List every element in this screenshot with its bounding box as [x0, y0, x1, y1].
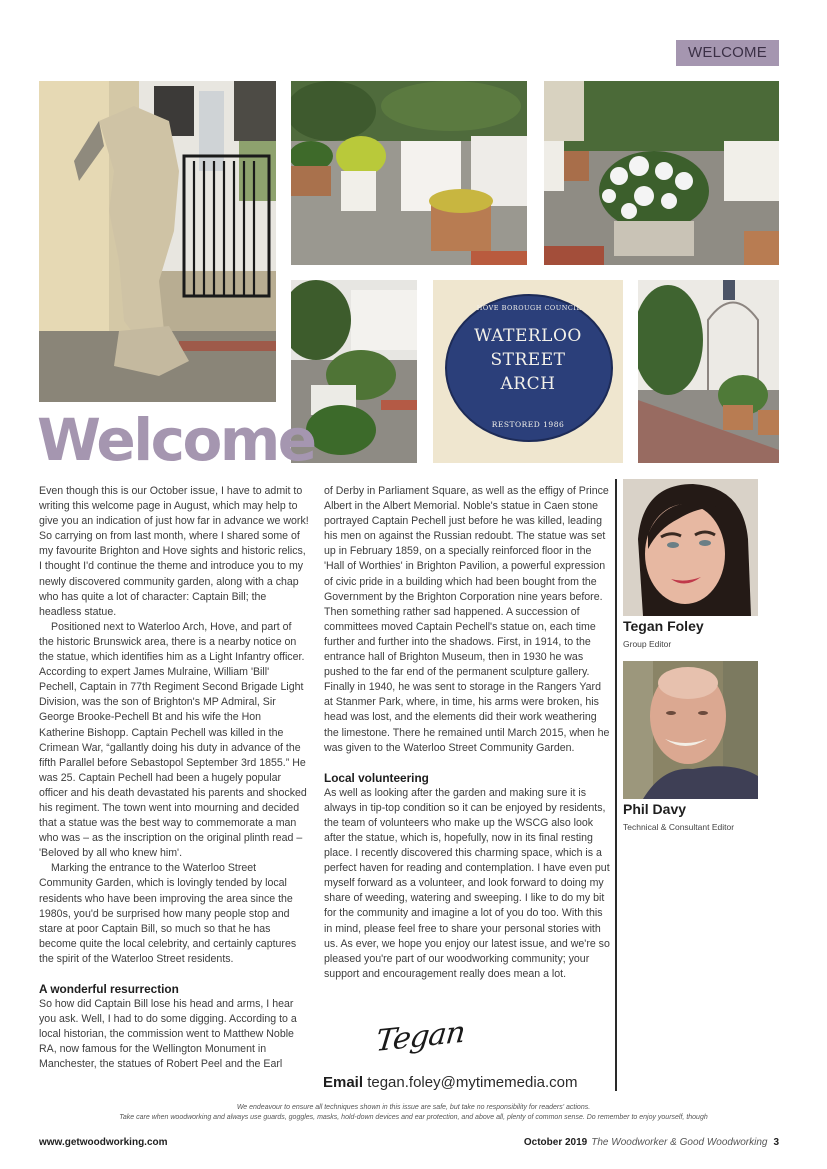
plaque-line2: STREET: [490, 350, 566, 370]
article-paragraph: So how did Captain Bill lose his head and arms, I hear you ask. Well, I had to do some digging. According to a local historian, the commission went to Matthew Noble RA, now famous for the Wellington Monument in Manchester, the statues of Robert Peel and the Earl: [39, 998, 297, 1071]
hydrangea-planter-photo: [544, 81, 779, 265]
article-paragraph: As well as looking after the garden and making sure it is always in tip-top condition so it can be enjoyed by residents, the team of volunteers who make up the WSCG also look after the statue, which is, hopefully, now in its final resting place. I recently discovered this charming space, which is a perfect haven for reading and contemplation. I have even put myself forward as a volunteer, and look forward to doing my share of weeding, watering and sweeping. I like to do my bit for the community and imagine a lot of you do too. With this in mind, please feel free to share your personal stories with us. As ever, we hope you enjoy our latest issue, and we're so pleased you're part of our woodworking community; your support and encouragement really does mean a lot.: [324, 786, 610, 980]
profile-name: Tegan Foley: [623, 618, 704, 634]
section-heading: Local volunteering: [324, 770, 429, 785]
article-paragraph: of Derby in Parliament Square, as well as the effigy of Prince Albert in the Albert Memorial. Noble's statue in Caen stone portrayed Captain Pechell just before he was killed, leading his men on against the Russian redoubt. The statue was set up in February 1859, on a specially reinforced floor in the 'Hall of Worthies' in Brighton Pavilion, a powerful expression of civic pride in a building which had been bought from the Government by the Brighton Corporation nine years before. Then something rather sad happened. A succession of committees moved Captain Pechell's statue on, each time further and further into the shadows. First, in 1914, to the entrance hall of Brighton Museum, then in 1930 he was pushed to the far end of the permanent sculpture gallery. Finally in 1940, he was sent to storage in the Rangers Yard at Stanmer Park, where, in time, his arms were broken, his head was lost, and the elements did their work weathering the limestone. There he remained until March 2015, when he was given to the Waterloo Street Community Garden.: [324, 485, 610, 754]
signature-text: Tegan: [374, 1015, 467, 1059]
section-heading: A wonderful resurrection: [39, 982, 179, 996]
email-label: Email: [323, 1074, 364, 1091]
article-paragraph: Marking the entrance to the Waterloo Street Community Garden, which is lovingly tended by local residents who have been improving the area since the 1980s, you'd be surprised how many people stop and stare at poor Captain Bill, so much so that he has become quite the local celebrity, and certainly captures the spirit of the Waterloo Street residents.: [39, 862, 297, 965]
issue-date: October 2019: [523, 1137, 588, 1148]
profile-role: Technical & Consultant Editor: [623, 822, 735, 832]
disclaimer-line-2: Take care when woodworking and always use guards, goggles, masks, hold-down devices and ear protection, and above all, plenty of common sense. Do remember to enjoy yourself, though: [119, 1114, 708, 1121]
garden-arbour-photo: [638, 280, 779, 463]
section-tag: WELCOME: [676, 40, 779, 66]
column-divider: [615, 479, 617, 1091]
article-paragraph: Positioned next to Waterloo Arch, Hove, and part of the historic Brunswick area, there is a nearby notice on the statue, which identifies him as a Light Infantry officer. According to expert James Mulraine, William 'Bill' Pechell, Captain in 77th Regiment Second Brigade Light Division, was the son of Brighton's MP Admiral, Sir George Brooke-Pechell Bt and his wife the Hon Katherine Bishopp. Captain Pechell was killed in the Crimean War, “gallantly doing his duty in advance of the fifth Parallel before Sebastopol September 3rd 1855.” He was 25. Captain Pechell had been a hugely popular officer and his death devastated his parents and shocked his regiment. The town went into mourning and decided that a statue was the best way to commemorate a man who was – as the inscription on the original plinth read – 'Beloved by all who knew him'.: [39, 620, 307, 860]
plaque-top-text: HOVE BOROUGH COUNCIL: [476, 304, 582, 312]
plaque-bottom-text: RESTORED 1986: [491, 420, 565, 429]
page-title: Welcome: [37, 406, 315, 474]
article-column-2: [324, 484, 610, 982]
article-column-1: [39, 484, 309, 1072]
email-line: [323, 1074, 578, 1091]
phil-davy-avatar: [623, 661, 758, 799]
profile-role: Group Editor: [623, 639, 672, 649]
headless-statue-photo: [39, 81, 276, 402]
magazine-name: The Woodworker & Good Woodworking: [591, 1137, 768, 1148]
plaque-line3: ARCH: [500, 374, 556, 394]
plaque-line1: WATERLOO: [474, 326, 582, 346]
page-number: 3: [773, 1137, 779, 1148]
website-link[interactable]: www.getwoodworking.com: [39, 1137, 168, 1148]
footer-issue-info: [524, 1137, 779, 1148]
tegan-foley-avatar: [623, 479, 758, 616]
article-paragraph: Even though this is our October issue, I have to admit to writing this welcome page in August, which may help to give you an indication of just how far in advance we work! So carrying on from last month, where I shared some of my favourite Brighton and Hove sights and historic relics, I thought I'd continue the theme and introduce you to my newly discovered community garden, along with a chap who has quite a lot of character: Captain Bill; the headless statue.: [39, 485, 309, 618]
waterloo-street-arch-plaque-photo: [433, 280, 623, 463]
disclaimer-line-1: We endeavour to ensure all techniques shown in this issue are safe, but take no responsibility for readers' actions.: [236, 1104, 591, 1111]
profile-name: Phil Davy: [623, 801, 687, 817]
email-link[interactable]: tegan.foley@mytimemedia.com: [367, 1074, 578, 1091]
signature: [372, 1016, 482, 1074]
garden-planters-photo: [291, 81, 527, 265]
